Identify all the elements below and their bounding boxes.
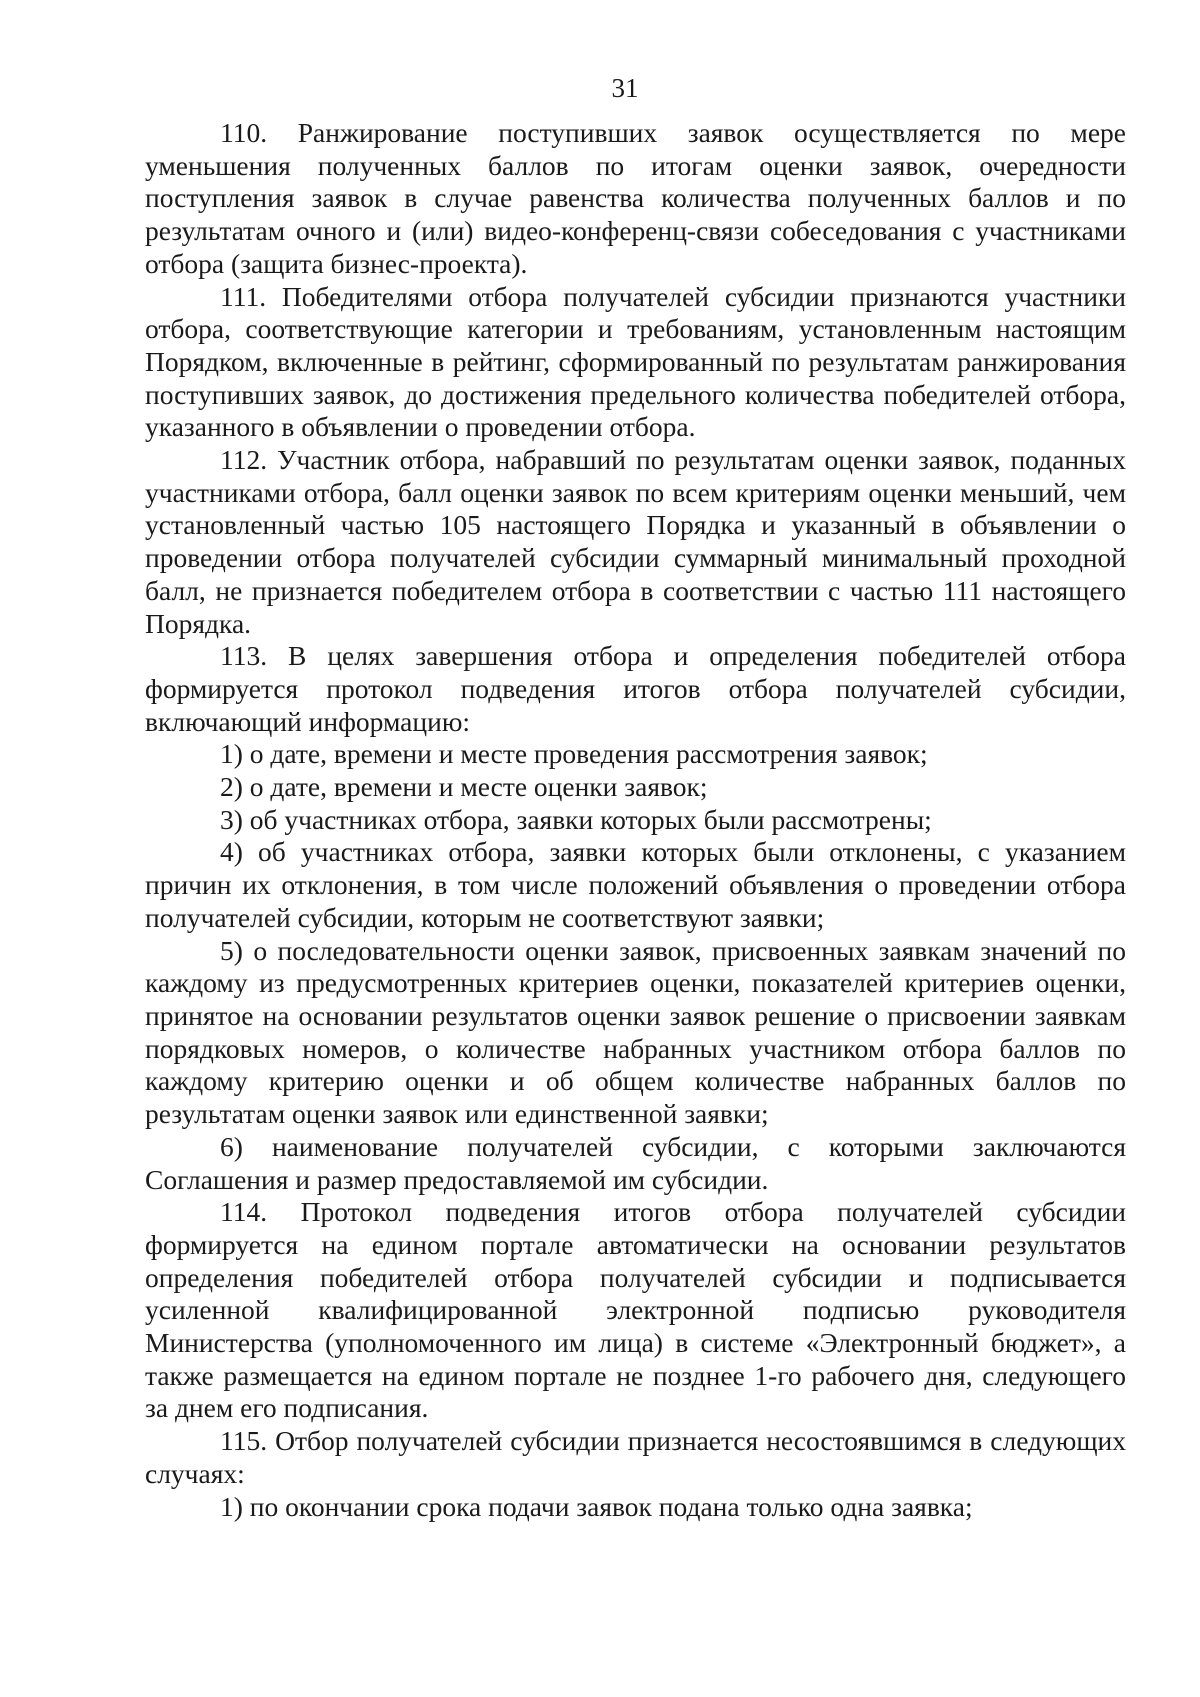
list-item-115-1: 1) по окончании срока подачи заявок подана только одна заявка; bbox=[220, 1490, 973, 1522]
list-item-113-3: 3) об участниках отбора, заявки которых были рассмотрены; bbox=[220, 803, 932, 835]
list-item-113-2: 2) о дате, времени и месте оценки заявок; bbox=[220, 771, 708, 803]
list-item-113-4: 4) об участниках отбора, заявки которых были отклонены, с указанием причин их отклонения, в том числе положений объявления о проведении отбора получателей субсидии, которым не соответствуют заявки; bbox=[145, 836, 1126, 933]
paragraph-112: 112. Участник отбора, набравший по результатам оценки заявок, поданных участниками отбора, балл оценки заявок по всем критериям оценки меньший, чем установленный частью 105 настоящего Порядка и указанный в объявлении о проведении отбора получателей субсидии суммарный минимальный проходной балл, не признается победителем отбора в соответствии с частью 111 настоящего Порядка. bbox=[145, 444, 1126, 639]
paragraph-110: 110. Ранжирование поступивших заявок осуществляется по мере уменьшения полученных баллов по итогам оценки заявок, очередности поступления заявок в случае равенства количества полученных баллов и по результатам очного и (или) видео-конференц-связи собеседования с участниками отбора (защита бизнес-проекта). bbox=[145, 117, 1126, 279]
page-number: 31 bbox=[611, 73, 639, 103]
paragraph-113: 113. В целях завершения отбора и определения победителей отбора формируется протокол подведения итогов отбора получателей субсидии, включающий информацию: bbox=[145, 640, 1126, 737]
list-item-113-1: 1) о дате, времени и месте проведения рассмотрения заявок; bbox=[220, 738, 928, 770]
paragraph-115: 115. Отбор получателей субсидии признается несостоявшимся в следующих случаях: bbox=[145, 1425, 1126, 1489]
paragraph-114: 114. Протокол подведения итогов отбора получателей субсидии формируется на едином портале автоматически на основании результатов определения победителей отбора получателей субсидии и подписывается усиленной квалифицированной электронной подписью руководителя Министерства (уполномоченного им лица) в системе «Электронный бюджет», а также размещается на едином портале не позднее 1-го рабочего дня, следующего за днем его подписания. bbox=[145, 1196, 1126, 1424]
document-body bbox=[145, 117, 1126, 1523]
list-item-113-6: 6) наименование получателей субсидии, с которыми заключаются Соглашения и размер предоставляемой им субсидии. bbox=[145, 1130, 1126, 1195]
paragraph-111: 111. Победителями отбора получателей субсидии признаются участники отбора, соответствующие категории и требованиям, установленным настоящим Порядком, включенные в рейтинг, сформированный по результатам ранжирования поступивших заявок, до достижения предельного количества победителей отбора, указанного в объявлении о проведении отбора. bbox=[145, 280, 1126, 443]
list-item-113-5: 5) о последовательности оценки заявок, присвоенных заявкам значений по каждому из предусмотренных критериев оценки, показателей критериев оценки, принятое на основании результатов оценки заявок решение о присвоении заявкам порядковых номеров, о количестве набранных участником отбора баллов по каждому критерию оценки и об общем количестве набранных баллов по результатам оценки заявок или единственной заявки; bbox=[145, 934, 1126, 1130]
